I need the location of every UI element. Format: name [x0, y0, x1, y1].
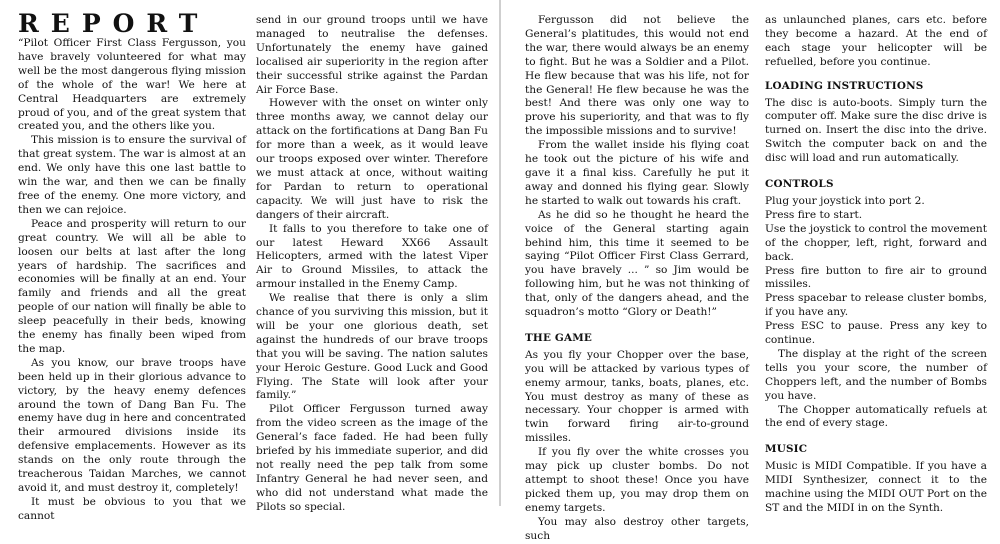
paragraph: It must be obvious to you that we cannot — [18, 495, 246, 522]
paragraph: “Pilot Officer First Class Fergusson, you have bravely volunteered for what may well be the most dangerous flying mission of the whole of the war! We here at Central Headquarters are extremely proud of you, and of the great system that created you, and the others like you. — [18, 37, 246, 133]
report-title: REPORT — [18, 9, 210, 38]
control-line: Press fire to start. — [765, 208, 863, 221]
section-heading-controls: CONTROLS — [765, 178, 834, 191]
paragraph: It falls to you therefore to take one of our latest Heward XX66 Assault Helicopters, armed with the latest Viper Air to Ground Missiles, to attack the armour installed in the Enemy Camp. — [256, 222, 488, 291]
paragraph: Pilot Officer Fergusson turned away from the video screen as the image of the General’s face faded. He had been fully briefed by his immediate superior, and did not really need the pep talk from some Infantry General he had never seen, and who did not understand what made the Pilots so special. — [256, 403, 488, 513]
paragraph: From the wallet inside his flying coat he took out the picture of his wife and gave it a final kiss. Carefully he put it away and donned his flying gear. Slowly he started to walk out towards his craft. — [525, 139, 749, 207]
control-line: Plug your joystick into port 2. — [765, 194, 925, 207]
paragraph: As you fly your Chopper over the base, you will be attacked by various types of enemy armour, tanks, boats, planes, etc. You must destroy as many of these as necessary. Your chopper is armed with twin forward firing air-to-ground missiles. — [525, 348, 749, 445]
paragraph: as unlaunched planes, cars etc. before they become a hazard. At the end of each stage your helicopter will be refuelled, before you continue. — [765, 14, 987, 68]
paragraph: Fergusson did not believe the General’s platitudes, this would not end the war, there would always be an enemy to fight. But he was a Soldier and a Pilot. He flew because that was his life, not for the General! He flew because he was the best! And there was only one way to prove his superiority, and that was to fly the impossible missions and to survive! — [525, 14, 749, 138]
control-line: Press spacebar to release cluster bombs, if you have any. — [765, 292, 987, 319]
paragraph: If you fly over the white crosses you may pick up cluster bombs. Do not attempt to shoot these! Once you have picked them up, you may drop them on enemy targets. — [525, 446, 749, 514]
control-line: Press fire button to fire air to ground missiles. — [765, 264, 987, 291]
section-heading-the-game: THE GAME — [525, 331, 593, 344]
paragraph: As he did so he thought he heard the voice of the General starting again behind him, this time it seemed to be saying “Pilot Officer First Class Gerrard, you have bravely ... ” so Jim would be following him, but he was not thinking of that, only of the dangers ahead, and the squadron’s motto “Glory or Death!” — [525, 208, 749, 319]
paragraph: The Chopper automatically refuels at the end of every stage. — [765, 403, 987, 430]
paragraph: send in our ground troops until we have managed to neutralise the defenses. Unfortunately the enemy have gained localised air superiority in the region after their successful strike against the Pardan Air Force Base. — [256, 14, 488, 96]
paragraph: However with the onset on winter only three months away, we cannot delay our attack on the fortifications at Dang Ban Fu for more than a week, as it would leave our troops exposed over winter. Therefore we must attack at once, without waiting for Pardan to return to operational capacity. We will just have to risk the dangers of their aircraft. — [256, 97, 488, 221]
paragraph: The display at the right of the screen tells you your score, the number of Choppers left, and the number of Bombs you have. — [765, 347, 987, 402]
section-heading-music: MUSIC — [765, 443, 808, 456]
paragraph: Music is MIDI Compatible. If you have a MIDI Synthesizer, connect it to the machine using the MIDI OUT Port on the ST and the MIDI in on the Synth. — [765, 460, 987, 514]
control-line: Press ESC to pause. Press any key to continue. — [765, 320, 987, 347]
column-4 — [765, 14, 987, 516]
paragraph: We realise that there is only a slim chance of you surviving this mission, but it will be your one glorious death, set against the hundreds of our brave troops that you will be saving. The nation salutes your Heroic Gesture. Good Luck and Good Flying. The State will look after your family.” — [256, 292, 488, 402]
column-1 — [18, 10, 246, 524]
paragraph: As you know, our brave troops have been held up in their glorious advance to victory, by the heavy enemy defences around the town of Dang Ban Fu. The enemy have dug in here and concentrated their armoured divisions inside its defensive emplacements. However as its stands on the only route through the treacherous Taidan Marches, we cannot avoid it, and must destroy it, completely! — [18, 356, 246, 494]
paragraph: The disc is auto-boots. Simply turn the computer off. Make sure the disc drive is turned on. Insert the disc into the drive. Switch the computer back on and the disc will load and run automatically. — [765, 96, 987, 165]
column-3 — [525, 14, 749, 544]
page-fold — [499, 0, 501, 506]
column-2 — [256, 14, 488, 515]
control-line: Use the joystick to control the movement of the chopper, left, right, forward and back. — [765, 222, 987, 263]
paragraph: This mission is to ensure the survival of that great system. The war is almost at an end. We only have this one last battle to win the war, and then we can be finally free of the enemy. One more victory, and then we can rejoice. — [18, 134, 246, 216]
paragraph: Peace and prosperity will return to our great country. We will all be able to loosen our belts at last after the long years of hardship. The sacrifices and economies will be finally at an end. Your family and friends and all the great people of our nation will finally be able to sleep peacefully in their beds, knowing the enemy has finally been wiped from the map. — [18, 217, 246, 355]
section-heading-loading: LOADING INSTRUCTIONS — [765, 79, 924, 92]
paragraph: You may also destroy other targets, such — [525, 515, 749, 542]
